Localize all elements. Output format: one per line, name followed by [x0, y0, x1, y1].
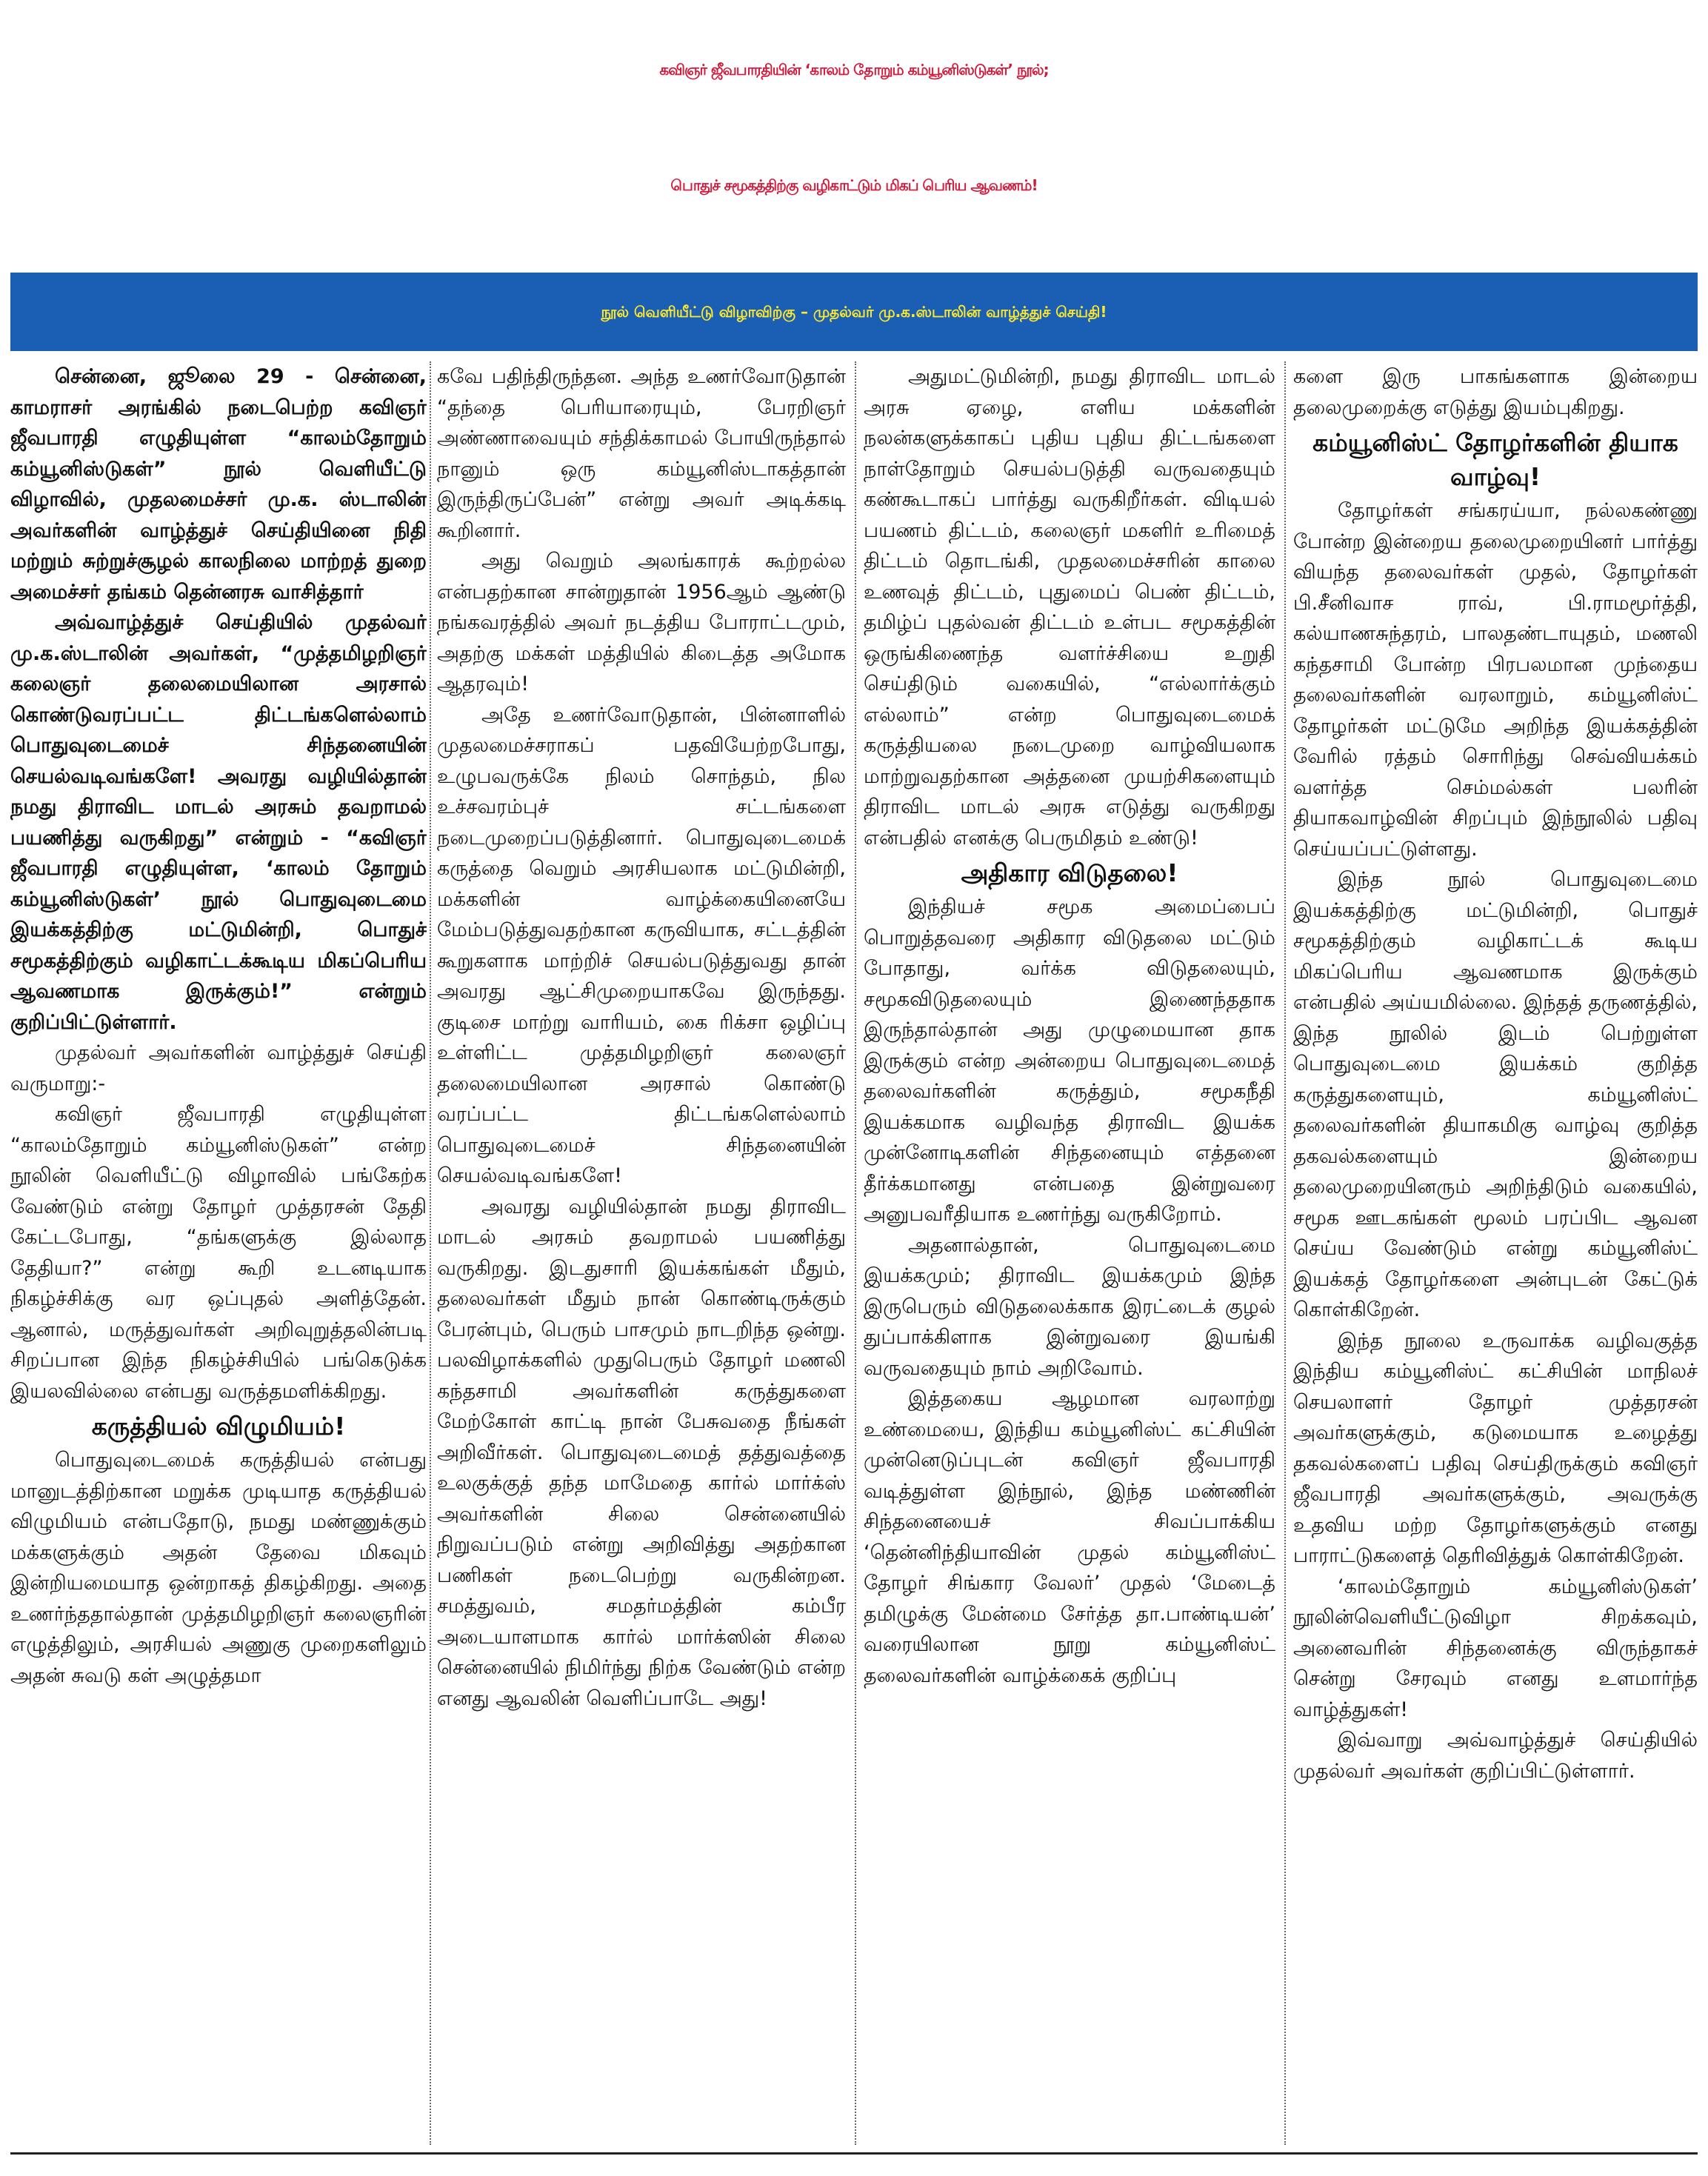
- article-column-1: [10, 361, 427, 2139]
- section-heading: கம்யூனிஸ்ட் தோழர்களின் தியாக வாழ்வு!: [1312, 428, 1678, 491]
- article-paragraph: இந்த நூல் பொதுவுடைமை இயக்கத்திற்கு மட்டுமின்றி, பொதுச் சமூகத்திற்கும் வழிகாட்டக் கூடிய மிகப்பெரிய ஆவணமாக இருக்கும் என்பதில் அய்யமில்லை. இந்தத் தருணத்தில், இந்த நூலில் இடம் பெற்றுள்ள பொதுவுடைமை இயக்கம் குறித்த கருத்துகளையும், கம்யூனிஸ்ட் தலைவர்களின் தியாகமிகு வாழ்வு குறித்த தகவல்களையும் இன்றைய தலைமுறையினரும் அறிந்திடும் வகையில், சமூக ஊடகங்கள் மூலம் பரப்பிட ஆவன செய்ய வேண்டும் என்று கம்யூனிஸ்ட் இயக்கத் தோழர்களை அன்புடன் கேட்டுக் கொள்கிறேன்.: [1293, 868, 1698, 1321]
- bottom-rule: [10, 2152, 1698, 2155]
- dateline-paragraph: சென்னை, ஜூலை 29 - சென்னை, காமராசர் அரங்கில் நடைபெற்ற கவிஞர் ஜீவபாரதி எழுதியுள்ள “காலம்தோறும் கம்யூனிஸ்டுகள்” நூல் வெளியீட்டு விழாவில், முதலமைச்சர் மு.க. ஸ்டாலின் அவர்களின் வாழ்த்துச் செய்தியினை நிதி மற்றும் சுற்றுச்சூழல் காலநிலை மாற்றத் துறை அமைச்சர் தங்கம் தென்னரசு வாசித்தார்: [10, 365, 427, 604]
- column-divider: [855, 361, 856, 2145]
- article-paragraph: கவிஞர் ஜீவபாரதி எழுதியுள்ள “காலம்தோறும் கம்யூனிஸ்டுகள்” என்ற நூலின் வெளியீட்டு விழாவில் பங்கேற்க வேண்டும் என்று தோழர் முத்தரசன் தேதி கேட்டபோது, “தங்களுக்கு இல்லாத தேதியா?” என்று கூறி உடனடியாக நிகழ்ச்சிக்கு வர ஒப்புதல் அளித்தேன். ஆனால், மருத்துவர்கள் அறிவுறுத்தலின்படி சிறப்பான இந்த நிகழ்ச்சியில் பங்கெடுக்க இயலவில்லை என்பது வருத்தமளிக்கிறது.: [10, 1103, 427, 1403]
- article-paragraph: முதல்வர் அவர்களின் வாழ்த்துச் செய்தி வருமாறு:-: [10, 1041, 427, 1095]
- article-paragraph: அது வெறும் அலங்காரக் கூற்றல்ல என்பதற்கான சான்றுதான் 1956ஆம் ஆண்டு நங்கவரத்தில் அவர் நடத்திய போராட்டமும், அதற்கு மக்கள் மத்தியில் கிடைத்த அமோக ஆதரவும்!: [437, 550, 846, 695]
- column-divider: [430, 361, 431, 2145]
- article-paragraph: அதுமட்டுமின்றி, நமது திராவிட மாடல் அரசு ஏழை, எளிய மக்களின் நலன்களுக்காகப் புதிய புதிய திட்டங்களை நாள்தோறும் செயல்படுத்தி வருவதையும் கண்கூடாகப் பார்த்து வருகிறீர்கள். விடியல் பயணம் திட்டம், கலைஞர் மகளிர் உரிமைத் திட்டம் தொடங்கி, முதலமைச்சரின் காலை உணவுத் திட்டம், புதுமைப் பெண் திட்டம், தமிழ்ப் புதல்வன் திட்டம் உள்பட சமூகத்தின் ஒருங்கிணைந்த வளர்ச்சியை உறுதி செய்திடும் வகையில், “எல்லார்க்கும் எல்லாம்” என்ற பொதுவுடைமைக் கருத்தியலை நடைமுறை வாழ்வியலாக மாற்றுவதற்கான அத்தனை முயற்சிகளையும் திராவிட மாடல் அரசு எடுத்து வருகிறது என்பதில் எனக்கு பெருமிதம் உண்டு!: [864, 365, 1275, 850]
- section-heading: கருத்தியல் விழுமியம்!: [91, 1412, 346, 1441]
- article-paragraph: அதனால்தான், பொதுவுடைமை இயக்கமும்; திராவிட இயக்கமும் இந்த இருபெரும் விடுதலைக்காக இரட்டைக் குழல் துப்பாக்கிளாக இன்றுவரை இயங்கி வருவதையும் நாம் அறிவோம்.: [864, 1233, 1275, 1380]
- article-column-4: [1293, 361, 1698, 2139]
- section-heading: அதிகார விடுதலை!: [961, 858, 1178, 887]
- subheadline-text: நூல் வெளியீட்டு விழாவிற்கு – முதல்வர் மு.க.ஸ்டாலின் வாழ்த்துச் செய்தி!: [601, 303, 1107, 321]
- article-paragraph: இத்தகைய ஆழமான வரலாற்று உண்மையை, இந்திய கம்யூனிஸ்ட் கட்சியின் முன்னெடுப்புடன் கவிஞர் ஜீவபாரதி வடித்துள்ள இந்நூல், இந்த மண்ணின் சிந்தனையைச் சிவப்பாக்கிய ‘தென்னிந்தியாவின் முதல் கம்யூனிஸ்ட் தோழர் சிங்கார வேலர்’ முதல் ‘மேடைத் தமிழுக்கு மேன்மை சேர்த்த தா.பாண்டியன்’ வரையிலான நூறு கம்யூனிஸ்ட் தலைவர்களின் வாழ்க்கைக் குறிப்பு: [864, 1387, 1275, 1687]
- column-divider: [1284, 361, 1286, 2145]
- headline-line-1: கவிஞர் ஜீவபாரதியின் ‘காலம் தோறும் கம்யூனிஸ்டுகள்’ நூல்;: [659, 61, 1049, 79]
- article-paragraph: அவ்வாழ்த்துச் செய்தியில் முதல்வர் மு.க.ஸ்டாலின் அவர்கள், “முத்தமிழறிஞர் கலைஞர் தலைமையிலான அரசால் கொண்டுவரப்பட்ட திட்டங்களெல்லாம் பொதுவுடைமைச் சிந்தனையின் செயல்வடிவங்களே! அவரது வழியில்தான் நமது திராவிட மாடல் அரசும் தவறாமல் பயணித்து வருகிறது” என்றும் - “கவிஞர் ஜீவபாரதி எழுதியுள்ள, ‘காலம் தோறும் கம்யூனிஸ்டுகள்’ நூல் பொதுவுடைமை இயக்கத்திற்கு மட்டுமின்றி, பொதுச் சமூகத்திற்கும் வழிகாட்டக்கூடிய மிகப்பெரிய ஆவணமாக இருக்கும்!” என்றும் குறிப்பிட்டுள்ளார்.: [10, 611, 427, 1034]
- article-paragraph: தோழர்கள் சங்கரய்யா, நல்லகண்ணு போன்ற இன்றைய தலைமுறையினர் பார்த்து வியந்த தலைவர்கள் முதல், தோழர்கள் பி.சீனிவாச ராவ், பி.ராமமூர்த்தி, கல்யாணசுந்தரம், பாலதண்டாயுதம், மணலி கந்தசாமி போன்ற பிரபலமான முந்தைய தலைவர்களின் வரலாறும், கம்யூனிஸ்ட் தோழர்கள் மட்டுமே அறிந்த இயக்கத்தின் வேரில் ரத்தம் சொரிந்து செவ்வியக்கம் வளர்த்த செம்மல்கள் பலரின் தியாகவாழ்வின் சிறப்பும் இந்நூலில் பதிவு செய்யப்பட்டுள்ளது.: [1293, 499, 1698, 861]
- headline-line-2: பொதுச் சமூகத்திற்கு வழிகாட்டும் மிகப் பெரிய ஆவணம்!: [670, 176, 1038, 194]
- article-paragraph: அவரது வழியில்தான் நமது திராவிட மாடல் அரசும் தவறாமல் பயணித்து வருகிறது. இடதுசாரி இயக்கங்கள் மீதும், தலைவர்கள் மீதும் நான் கொண்டிருக்கும் பேரன்பும், பெரும் பாசமும் நாடறிந்த ஒன்று. பலவிழாக்களில் முதுபெரும் தோழர் மணலி கந்தசாமி அவர்களின் கருத்துகளை மேற்கோள் காட்டி நான் பேசுவதை நீங்கள் அறிவீர்கள். பொதுவுடைமைத் தத்துவத்தை உலகுக்குத் தந்த மாமேதை கார்ல் மார்க்ஸ் அவர்களின் சிலை சென்னையில் நிறுவப்படும் என்று அறிவித்து அதற்கான பணிகள் நடைபெற்று வருகின்றன. சமத்துவம், சமதர்மத்தின் கம்பீர அடையாளமாக கார்ல் மார்க்ஸின் சிலை சென்னையில் நிமிர்ந்து நிற்க வேண்டும் என்ற எனது ஆவலின் வெளிப்பாடே அது!: [437, 1195, 846, 1710]
- subheadline-bar: [10, 273, 1698, 351]
- article-paragraph: அதே உணர்வோடுதான், பின்னாளில் முதலமைச்சராகப் பதவியேற்றபோது, உழுபவருக்கே நிலம் சொந்தம், நில உச்சவரம்புச் சட்டங்களை நடைமுறைப்படுத்தினார். பொதுவுடைமைக் கருத்தை வெறும் அரசியலாக மட்டுமின்றி, மக்களின் வாழ்க்கையினையே மேம்படுத்துவதற்கான கருவியாக, சட்டத்தின் கூறுகளாக மாற்றிச் செயல்படுத்துவது தான் அவரது ஆட்சிமுறையாகவே இருந்தது. குடிசை மாற்று வாரியம், கை ரிக்சா ஒழிப்பு உள்ளிட்ட முத்தமிழறிஞர் கலைஞர் தலைமையிலான அரசால் கொண்டு வரப்பட்ட திட்டங்களெல்லாம் பொதுவுடைமைச் சிந்தனையின் செயல்வடிவங்களே!: [437, 703, 846, 1187]
- article-paragraph: ‘காலம்தோறும் கம்யூனிஸ்டுகள்’ நூலின்வெளியீட்டுவிழா சிறக்கவும், அனைவரின் சிந்தனைக்கு விருந்தாகச் சென்று சேரவும் எனது உளமார்ந்த வாழ்த்துகள்!: [1293, 1575, 1698, 1721]
- article-column-3: [864, 361, 1275, 2139]
- article-paragraph: இந்தியச் சமூக அமைப்பைப் பொறுத்தவரை அதிகார விடுதலை மட்டும் போதாது, வர்க்க விடுதலையும், சமூகவிடுதலையும் இணைந்ததாக இருந்தால்தான் அது முழுமையான தாக இருக்கும் என்ற அன்றைய பொதுவுடைமைத் தலைவர்களின் கருத்தும், சமூகநீதி இயக்கமாக வழிவந்த திராவிட இயக்க முன்னோடிகளின் சிந்தனையும் எத்தனை தீர்க்கமானது என்பதை இன்றுவரை அனுபவரீதியாக உணர்ந்து வருகிறோம்.: [864, 895, 1275, 1226]
- article-paragraph: பொதுவுடைமைக் கருத்தியல் என்பது மானுடத்திற்கான மறுக்க முடியாத கருத்தியல் விழுமியம் என்பதோடு, நமது மண்ணுக்கும் மக்களுக்கும் அதன் தேவை மிகவும் இன்றியமையாத ஒன்றாகத் திகழ்கிறது. அதை உணர்ந்ததால்தான் முத்தமிழறிஞர் கலைஞரின் எழுத்திலும், அரசியல் அணுகு முறைகளிலும் அதன் சுவடு கள் அழுத்தமா: [10, 1449, 427, 1687]
- article-paragraph: இவ்வாறு அவ்வாழ்த்துச் செய்தியில் முதல்வர் அவர்கள் குறிப்பிட்டுள்ளார்.: [1293, 1729, 1698, 1783]
- article-paragraph: இந்த நூலை உருவாக்க வழிவகுத்த இந்திய கம்யூனிஸ்ட் கட்சியின் மாநிலச் செயலாளர் தோழர் முத்தரசன் அவர்களுக்கும், கடுமையாக உழைத்து தகவல்களைப் பதிவு செய்திருக்கும் கவிஞர் ஜீவபாரதி அவர்களுக்கும், அவருக்கு உதவிய மற்ற தோழர்களுக்கும் எனது பாராட்டுகளைத் தெரிவித்துக் கொள்கிறேன்.: [1293, 1329, 1698, 1567]
- article-column-2: [437, 361, 846, 2139]
- article-paragraph: கவே பதிந்திருந்தன. அந்த உணர்வோடுதான் “தந்தை பெரியாரையும், பேரறிஞர் அண்ணாவையும் சந்திக்காமல் போயிருந்தால் நானும் ஒரு கம்யூனிஸ்டாகத்தான் இருந்திருப்பேன்” என்று அவர் அடிக்கடி கூறினார்.: [437, 365, 846, 542]
- article-paragraph: களை இரு பாகங்களாக இன்றைய தலைமுறைக்கு எடுத்து இயம்புகிறது.: [1293, 365, 1698, 419]
